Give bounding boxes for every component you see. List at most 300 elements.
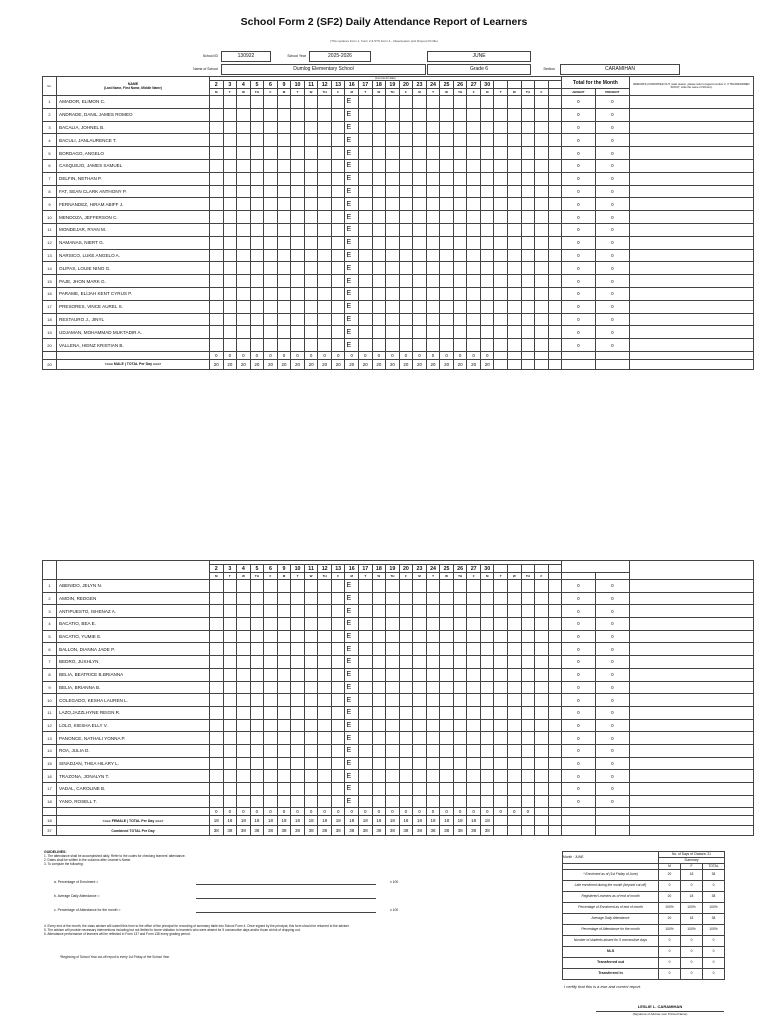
attendance-cell[interactable] (372, 96, 386, 109)
attendance-cell[interactable] (277, 656, 291, 669)
attendance-cell[interactable] (426, 249, 440, 262)
attendance-cell[interactable]: E (345, 198, 359, 211)
attendance-cell[interactable] (535, 580, 549, 593)
attendance-cell[interactable] (372, 275, 386, 288)
remarks-cell[interactable] (629, 147, 753, 160)
attendance-cell[interactable] (264, 275, 278, 288)
student-name[interactable]: NARSICO, LUKE ANGELO A. (57, 249, 210, 262)
school-id-field[interactable]: 130922 (221, 51, 271, 62)
attendance-cell[interactable] (237, 108, 251, 121)
attendance-cell[interactable] (291, 198, 305, 211)
attendance-cell[interactable] (494, 643, 508, 656)
attendance-cell[interactable] (318, 694, 332, 707)
attendance-cell[interactable] (426, 159, 440, 172)
attendance-cell[interactable] (291, 783, 305, 796)
school-name-field[interactable]: Dumlog Elementary School (221, 64, 426, 75)
school-year-field[interactable]: 2025-2026 (309, 51, 371, 62)
attendance-cell[interactable] (494, 147, 508, 160)
attendance-cell[interactable] (480, 681, 494, 694)
attendance-cell[interactable] (426, 783, 440, 796)
attendance-cell[interactable] (440, 223, 454, 236)
attendance-cell[interactable] (264, 668, 278, 681)
attendance-cell[interactable] (237, 668, 251, 681)
attendance-cell[interactable] (399, 719, 413, 732)
attendance-cell[interactable] (413, 275, 427, 288)
attendance-cell[interactable] (467, 249, 481, 262)
attendance-cell[interactable] (318, 249, 332, 262)
attendance-cell[interactable] (413, 185, 427, 198)
attendance-cell[interactable] (264, 580, 278, 593)
attendance-cell[interactable] (223, 694, 237, 707)
student-name[interactable]: TRAZONA, JONALYN T. (57, 770, 210, 783)
attendance-cell[interactable] (467, 275, 481, 288)
attendance-cell[interactable] (508, 300, 522, 313)
attendance-cell[interactable] (494, 211, 508, 224)
attendance-cell[interactable] (277, 770, 291, 783)
attendance-cell[interactable] (331, 783, 345, 796)
attendance-cell[interactable] (223, 592, 237, 605)
attendance-cell[interactable] (413, 618, 427, 631)
attendance-cell[interactable] (399, 172, 413, 185)
attendance-cell[interactable] (426, 185, 440, 198)
attendance-cell[interactable] (331, 287, 345, 300)
attendance-cell[interactable] (359, 643, 373, 656)
attendance-cell[interactable] (413, 96, 427, 109)
attendance-cell[interactable] (548, 643, 561, 656)
attendance-cell[interactable]: E (345, 618, 359, 631)
attendance-cell[interactable] (331, 706, 345, 719)
attendance-cell[interactable]: E (345, 313, 359, 326)
attendance-cell[interactable] (210, 643, 224, 656)
attendance-cell[interactable] (426, 681, 440, 694)
student-name[interactable]: BELIA, BRIANNA B. (57, 681, 210, 694)
attendance-cell[interactable] (413, 706, 427, 719)
attendance-cell[interactable] (535, 108, 549, 121)
attendance-cell[interactable] (467, 656, 481, 669)
attendance-cell[interactable] (535, 198, 549, 211)
attendance-cell[interactable] (359, 795, 373, 808)
attendance-cell[interactable] (548, 681, 561, 694)
attendance-cell[interactable] (291, 630, 305, 643)
remarks-cell[interactable] (629, 275, 753, 288)
attendance-cell[interactable] (548, 223, 561, 236)
attendance-cell[interactable] (304, 618, 318, 631)
attendance-cell[interactable] (250, 339, 264, 352)
attendance-cell[interactable] (480, 783, 494, 796)
attendance-cell[interactable] (250, 185, 264, 198)
attendance-cell[interactable] (291, 656, 305, 669)
attendance-cell[interactable] (277, 185, 291, 198)
remarks-cell[interactable] (629, 339, 753, 352)
attendance-cell[interactable] (426, 121, 440, 134)
attendance-cell[interactable] (386, 694, 400, 707)
attendance-cell[interactable] (453, 159, 467, 172)
attendance-cell[interactable] (386, 287, 400, 300)
attendance-cell[interactable] (291, 172, 305, 185)
attendance-cell[interactable] (291, 185, 305, 198)
attendance-cell[interactable] (467, 630, 481, 643)
attendance-cell[interactable] (535, 339, 549, 352)
attendance-cell[interactable] (508, 249, 522, 262)
attendance-cell[interactable] (304, 630, 318, 643)
attendance-cell[interactable] (548, 236, 561, 249)
attendance-cell[interactable] (264, 339, 278, 352)
attendance-cell[interactable] (508, 592, 522, 605)
attendance-cell[interactable] (399, 300, 413, 313)
attendance-cell[interactable] (331, 694, 345, 707)
attendance-cell[interactable] (535, 783, 549, 796)
attendance-cell[interactable]: E (345, 668, 359, 681)
attendance-cell[interactable] (548, 618, 561, 631)
attendance-cell[interactable] (250, 249, 264, 262)
attendance-cell[interactable] (210, 668, 224, 681)
attendance-cell[interactable] (440, 744, 454, 757)
attendance-cell[interactable] (521, 744, 535, 757)
attendance-cell[interactable] (521, 339, 535, 352)
attendance-cell[interactable] (508, 656, 522, 669)
attendance-cell[interactable] (386, 783, 400, 796)
attendance-cell[interactable] (304, 236, 318, 249)
attendance-cell[interactable] (250, 134, 264, 147)
student-name[interactable]: LOLO, KIESHA ELLY V. (57, 719, 210, 732)
attendance-cell[interactable] (413, 656, 427, 669)
attendance-cell[interactable] (453, 223, 467, 236)
attendance-cell[interactable] (264, 96, 278, 109)
attendance-cell[interactable] (399, 313, 413, 326)
attendance-cell[interactable] (318, 96, 332, 109)
attendance-cell[interactable] (331, 580, 345, 593)
attendance-cell[interactable] (494, 795, 508, 808)
attendance-cell[interactable] (237, 236, 251, 249)
attendance-cell[interactable] (277, 694, 291, 707)
attendance-cell[interactable] (508, 211, 522, 224)
student-name[interactable]: FERNANDEZ, HIRAM ABIFF J. (57, 198, 210, 211)
attendance-cell[interactable] (304, 96, 318, 109)
attendance-cell[interactable] (426, 172, 440, 185)
attendance-cell[interactable] (318, 732, 332, 745)
remarks-cell[interactable] (629, 757, 753, 770)
attendance-cell[interactable] (372, 643, 386, 656)
attendance-cell[interactable] (480, 643, 494, 656)
attendance-cell[interactable] (508, 121, 522, 134)
attendance-cell[interactable] (372, 300, 386, 313)
attendance-cell[interactable] (318, 783, 332, 796)
attendance-cell[interactable] (480, 300, 494, 313)
attendance-cell[interactable] (291, 211, 305, 224)
attendance-cell[interactable] (223, 643, 237, 656)
attendance-cell[interactable] (318, 185, 332, 198)
attendance-cell[interactable] (413, 719, 427, 732)
attendance-cell[interactable] (223, 262, 237, 275)
remarks-cell[interactable] (629, 185, 753, 198)
attendance-cell[interactable] (467, 262, 481, 275)
attendance-cell[interactable] (291, 236, 305, 249)
attendance-cell[interactable] (304, 185, 318, 198)
attendance-cell[interactable] (386, 134, 400, 147)
attendance-cell[interactable] (318, 339, 332, 352)
attendance-cell[interactable] (548, 770, 561, 783)
student-name[interactable]: BORDAGO, ANGELO (57, 147, 210, 160)
attendance-cell[interactable] (223, 706, 237, 719)
attendance-cell[interactable] (359, 236, 373, 249)
attendance-cell[interactable] (535, 326, 549, 339)
attendance-cell[interactable] (508, 339, 522, 352)
attendance-cell[interactable] (359, 96, 373, 109)
attendance-cell[interactable] (359, 656, 373, 669)
attendance-cell[interactable] (210, 223, 224, 236)
attendance-cell[interactable] (277, 592, 291, 605)
attendance-cell[interactable] (453, 198, 467, 211)
attendance-cell[interactable] (494, 732, 508, 745)
attendance-cell[interactable] (548, 134, 561, 147)
attendance-cell[interactable] (480, 706, 494, 719)
attendance-cell[interactable] (331, 656, 345, 669)
attendance-cell[interactable] (277, 121, 291, 134)
attendance-cell[interactable] (264, 147, 278, 160)
attendance-cell[interactable] (480, 326, 494, 339)
attendance-cell[interactable] (453, 236, 467, 249)
attendance-cell[interactable] (480, 719, 494, 732)
attendance-cell[interactable] (291, 694, 305, 707)
attendance-cell[interactable] (521, 719, 535, 732)
attendance-cell[interactable] (413, 262, 427, 275)
attendance-cell[interactable] (359, 198, 373, 211)
attendance-cell[interactable] (548, 262, 561, 275)
attendance-cell[interactable] (440, 313, 454, 326)
attendance-cell[interactable] (521, 147, 535, 160)
attendance-cell[interactable] (453, 618, 467, 631)
attendance-cell[interactable] (264, 770, 278, 783)
attendance-cell[interactable] (210, 770, 224, 783)
attendance-cell[interactable] (467, 719, 481, 732)
attendance-cell[interactable] (386, 300, 400, 313)
attendance-cell[interactable] (304, 719, 318, 732)
attendance-cell[interactable] (277, 198, 291, 211)
attendance-cell[interactable] (291, 134, 305, 147)
attendance-cell[interactable] (264, 134, 278, 147)
attendance-cell[interactable] (277, 147, 291, 160)
attendance-cell[interactable] (291, 770, 305, 783)
remarks-cell[interactable] (629, 744, 753, 757)
attendance-cell[interactable] (453, 96, 467, 109)
attendance-cell[interactable] (413, 211, 427, 224)
attendance-cell[interactable] (494, 134, 508, 147)
attendance-cell[interactable] (494, 580, 508, 593)
attendance-cell[interactable] (426, 643, 440, 656)
attendance-cell[interactable] (223, 732, 237, 745)
attendance-cell[interactable] (440, 198, 454, 211)
attendance-cell[interactable] (494, 694, 508, 707)
attendance-cell[interactable] (237, 630, 251, 643)
attendance-cell[interactable] (440, 96, 454, 109)
attendance-cell[interactable] (304, 326, 318, 339)
attendance-cell[interactable] (467, 198, 481, 211)
attendance-cell[interactable] (359, 172, 373, 185)
student-name[interactable]: SINADJAN, THEA HILARY L. (57, 757, 210, 770)
remarks-cell[interactable] (629, 580, 753, 593)
attendance-cell[interactable] (210, 630, 224, 643)
attendance-cell[interactable] (264, 223, 278, 236)
attendance-cell[interactable] (440, 211, 454, 224)
attendance-cell[interactable] (467, 643, 481, 656)
attendance-cell[interactable] (521, 592, 535, 605)
attendance-cell[interactable] (480, 668, 494, 681)
attendance-cell[interactable] (521, 770, 535, 783)
attendance-cell[interactable] (386, 668, 400, 681)
attendance-cell[interactable] (494, 121, 508, 134)
remarks-cell[interactable] (629, 681, 753, 694)
attendance-cell[interactable] (480, 287, 494, 300)
attendance-cell[interactable] (237, 262, 251, 275)
attendance-cell[interactable] (440, 185, 454, 198)
attendance-cell[interactable] (237, 605, 251, 618)
attendance-cell[interactable] (467, 694, 481, 707)
attendance-cell[interactable] (331, 223, 345, 236)
attendance-cell[interactable] (386, 96, 400, 109)
attendance-cell[interactable] (467, 795, 481, 808)
attendance-cell[interactable] (359, 630, 373, 643)
attendance-cell[interactable] (331, 198, 345, 211)
attendance-cell[interactable] (440, 592, 454, 605)
attendance-cell[interactable] (386, 339, 400, 352)
attendance-cell[interactable] (210, 732, 224, 745)
attendance-cell[interactable] (250, 211, 264, 224)
attendance-cell[interactable] (480, 732, 494, 745)
attendance-cell[interactable] (277, 643, 291, 656)
attendance-cell[interactable] (508, 275, 522, 288)
attendance-cell[interactable] (494, 96, 508, 109)
attendance-cell[interactable] (548, 172, 561, 185)
attendance-cell[interactable] (331, 605, 345, 618)
attendance-cell[interactable] (291, 287, 305, 300)
attendance-cell[interactable] (304, 108, 318, 121)
attendance-cell[interactable] (291, 147, 305, 160)
attendance-cell[interactable] (372, 313, 386, 326)
remarks-cell[interactable] (629, 605, 753, 618)
attendance-cell[interactable] (426, 706, 440, 719)
attendance-cell[interactable] (331, 770, 345, 783)
attendance-cell[interactable] (508, 744, 522, 757)
attendance-cell[interactable] (480, 223, 494, 236)
attendance-cell[interactable] (372, 287, 386, 300)
attendance-cell[interactable] (359, 147, 373, 160)
attendance-cell[interactable] (210, 147, 224, 160)
remarks-cell[interactable] (629, 668, 753, 681)
attendance-cell[interactable] (359, 681, 373, 694)
attendance-cell[interactable]: E (345, 262, 359, 275)
attendance-cell[interactable] (494, 592, 508, 605)
attendance-cell[interactable] (494, 198, 508, 211)
attendance-cell[interactable] (250, 643, 264, 656)
attendance-cell[interactable] (304, 300, 318, 313)
attendance-cell[interactable] (372, 618, 386, 631)
attendance-cell[interactable] (264, 706, 278, 719)
attendance-cell[interactable] (386, 159, 400, 172)
attendance-cell[interactable] (426, 300, 440, 313)
remarks-cell[interactable] (629, 262, 753, 275)
attendance-cell[interactable] (223, 313, 237, 326)
attendance-cell[interactable] (250, 757, 264, 770)
attendance-cell[interactable] (318, 656, 332, 669)
attendance-cell[interactable] (413, 172, 427, 185)
attendance-cell[interactable] (223, 121, 237, 134)
attendance-cell[interactable] (318, 580, 332, 593)
attendance-cell[interactable] (413, 681, 427, 694)
attendance-cell[interactable] (223, 236, 237, 249)
attendance-cell[interactable] (277, 719, 291, 732)
attendance-cell[interactable] (359, 326, 373, 339)
attendance-cell[interactable] (399, 121, 413, 134)
attendance-cell[interactable] (359, 262, 373, 275)
attendance-cell[interactable] (386, 275, 400, 288)
attendance-cell[interactable] (521, 656, 535, 669)
attendance-cell[interactable] (264, 592, 278, 605)
attendance-cell[interactable] (386, 592, 400, 605)
attendance-cell[interactable] (548, 211, 561, 224)
attendance-cell[interactable] (223, 681, 237, 694)
attendance-cell[interactable] (521, 618, 535, 631)
attendance-cell[interactable] (386, 262, 400, 275)
attendance-cell[interactable] (372, 223, 386, 236)
attendance-cell[interactable] (453, 580, 467, 593)
attendance-cell[interactable] (223, 300, 237, 313)
attendance-cell[interactable] (399, 783, 413, 796)
attendance-cell[interactable] (264, 198, 278, 211)
attendance-cell[interactable] (210, 287, 224, 300)
attendance-cell[interactable] (264, 694, 278, 707)
attendance-cell[interactable] (508, 783, 522, 796)
attendance-cell[interactable] (359, 783, 373, 796)
attendance-cell[interactable] (210, 249, 224, 262)
attendance-cell[interactable] (521, 96, 535, 109)
attendance-cell[interactable] (331, 159, 345, 172)
attendance-cell[interactable] (318, 681, 332, 694)
attendance-cell[interactable] (264, 159, 278, 172)
attendance-cell[interactable] (535, 744, 549, 757)
attendance-cell[interactable] (494, 783, 508, 796)
attendance-cell[interactable] (440, 719, 454, 732)
attendance-cell[interactable] (264, 643, 278, 656)
attendance-cell[interactable] (426, 580, 440, 593)
attendance-cell[interactable] (494, 630, 508, 643)
attendance-cell[interactable] (440, 618, 454, 631)
attendance-cell[interactable] (413, 630, 427, 643)
attendance-cell[interactable]: E (345, 121, 359, 134)
attendance-cell[interactable] (399, 262, 413, 275)
attendance-cell[interactable]: E (345, 744, 359, 757)
attendance-cell[interactable] (331, 134, 345, 147)
attendance-cell[interactable] (426, 795, 440, 808)
attendance-cell[interactable] (440, 783, 454, 796)
attendance-cell[interactable] (399, 656, 413, 669)
attendance-cell[interactable] (521, 313, 535, 326)
attendance-cell[interactable] (372, 770, 386, 783)
attendance-cell[interactable] (453, 313, 467, 326)
attendance-cell[interactable] (494, 159, 508, 172)
attendance-cell[interactable] (291, 249, 305, 262)
attendance-cell[interactable] (426, 757, 440, 770)
attendance-cell[interactable] (535, 287, 549, 300)
attendance-cell[interactable] (223, 795, 237, 808)
attendance-cell[interactable] (399, 96, 413, 109)
attendance-cell[interactable] (304, 605, 318, 618)
attendance-cell[interactable] (548, 185, 561, 198)
attendance-cell[interactable] (237, 275, 251, 288)
attendance-cell[interactable] (318, 275, 332, 288)
attendance-cell[interactable] (223, 249, 237, 262)
student-name[interactable]: NAMANAS, NIERT G. (57, 236, 210, 249)
attendance-cell[interactable] (535, 223, 549, 236)
